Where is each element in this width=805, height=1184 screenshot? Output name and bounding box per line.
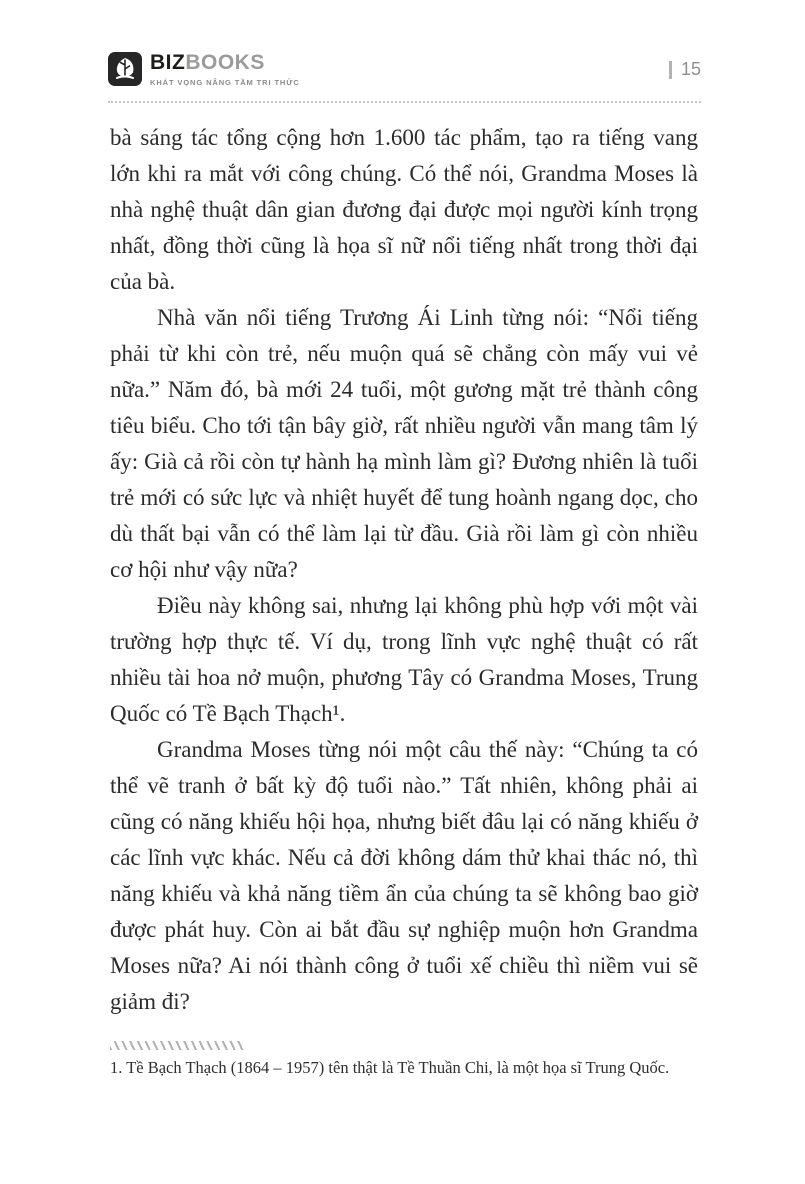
page-number-bar (669, 61, 672, 79)
brand-biz: BIZ (150, 51, 186, 74)
brand-tagline: KHÁT VỌNG NÂNG TẦM TRI THỨC (150, 78, 300, 87)
paragraph: Điều này không sai, nhưng lại không phù hợp với một vài trường hợp thực tế. Ví dụ, trong lĩnh vực nghệ thuật có rất nhiều tài hoa nở muộn, phương Tây có Grandma Moses, Trung Quốc có Tề Bạch Thạch¹. (110, 593, 698, 726)
footnote-divider (110, 1041, 244, 1050)
bizbooks-logo-icon (108, 52, 142, 86)
page-number-value: 15 (680, 59, 701, 79)
header-dotted-rule (108, 101, 701, 103)
paragraph: Grandma Moses từng nói một câu thế này: “Chúng ta có thể vẽ tranh ở bất kỳ độ tuổi nào.” Tất nhiên, không phải ai cũng có năng khiếu hội họa, nhưng biết đâu lại có năng khiếu ở các lĩnh vực khác. Nếu cả đời không dám thử khai thác nó, thì năng khiếu và khả năng tiềm ẩn của chúng ta sẽ không bao giờ được phát huy. Còn ai bắt đầu sự nghiệp muộn hơn Grandma Moses nữa? Ai nói thành công ở tuổi xế chiều thì niềm vui sẽ giảm đi? (110, 737, 698, 1014)
publisher-logo (108, 52, 300, 87)
brand-name (150, 52, 300, 74)
publisher-logo-text (150, 52, 300, 87)
page-number (669, 59, 701, 80)
page-header (108, 52, 701, 87)
paragraph: bà sáng tác tổng cộng hơn 1.600 tác phẩm, tạo ra tiếng vang lớn khi ra mắt với công chúng. Có thể nói, Grandma Moses là nhà nghệ thuật dân gian đương đại được mọi người kính trọng nhất, đồng thời cũng là họa sĩ nữ nổi tiếng nhất trong thời đại của bà. (110, 125, 698, 294)
page-body-text (110, 120, 698, 1020)
paragraph: Nhà văn nổi tiếng Trương Ái Linh từng nói: “Nổi tiếng phải từ khi còn trẻ, nếu muộn quá sẽ chẳng còn mấy vui vẻ nữa.” Năm đó, bà mới 24 tuổi, một gương mặt trẻ thành công tiêu biểu. Cho tới tận bây giờ, rất nhiều người vẫn mang tâm lý ấy: Già cả rồi còn tự hành hạ mình làm gì? Đương nhiên là tuổi trẻ mới có sức lực và nhiệt huyết để tung hoành ngang dọc, cho dù thất bại vẫn có thể làm lại từ đầu. Già rồi làm gì còn nhiều cơ hội như vậy nữa? (110, 305, 698, 582)
footnote: 1. Tề Bạch Thạch (1864 – 1957) tên thật là Tề Thuần Chi, là một họa sĩ Trung Quốc. (110, 1058, 670, 1077)
brand-books: BOOKS (185, 51, 265, 74)
